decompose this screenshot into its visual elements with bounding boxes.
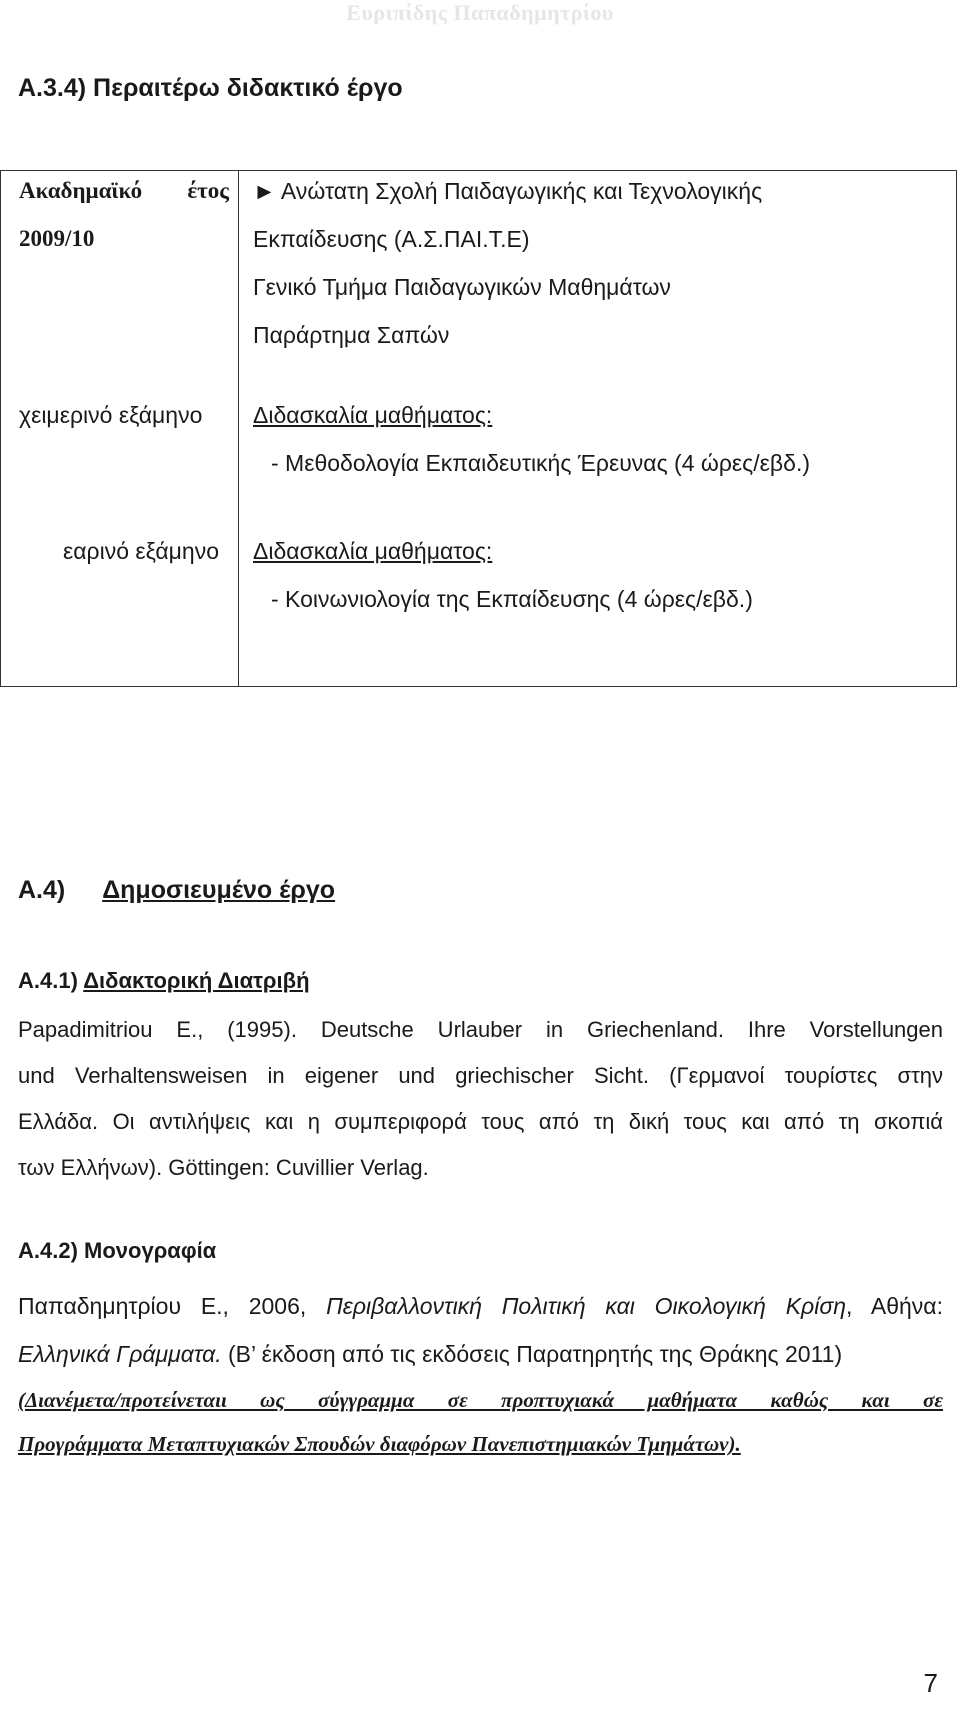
- triangle-bullet-icon: ►: [253, 178, 276, 204]
- section-a41-title: Διδακτορική Διατριβή: [83, 968, 310, 993]
- dissertation-line-3: Ελλάδα. Οι αντιλήψεις και η συμπεριφορά τους από τη δική τους και από τη σκοπιά: [18, 1109, 943, 1134]
- page-number: 7: [923, 1668, 938, 1698]
- monograph-line-2: [18, 1330, 943, 1378]
- monograph-title: Περιβαλλοντική Πολιτική και Οικολογική Κρίση: [326, 1293, 846, 1319]
- table-divider: [238, 171, 239, 686]
- section-a41-heading: [18, 968, 310, 994]
- section-a4-title: Δημοσιευμένο έργο: [102, 876, 336, 904]
- monograph-note-line-2: Προγράμματα Μεταπτυχιακών Σπουδών διαφόρων Πανεπιστημιακών Τμημάτων).: [18, 1432, 741, 1456]
- academic-label-b: έτος: [187, 178, 229, 203]
- monograph-line-1: [18, 1282, 943, 1330]
- section-a41-number: Α.4.1): [18, 968, 78, 993]
- section-a4-heading: [18, 876, 335, 905]
- spring-semester-label: εαρινό εξάμηνο: [63, 538, 219, 564]
- academic-year-value: 2009/10: [19, 226, 95, 251]
- winter-semester-label: χειμερινό εξάμηνο: [19, 402, 203, 428]
- dissertation-line-2: und Verhaltensweisen in eigener und griechischer Sicht. (Γερμανοί τουρίστες στην: [18, 1063, 943, 1088]
- monograph-author: Παπαδημητρίου Ε., 2006,: [18, 1293, 327, 1319]
- section-a4-number: Α.4): [18, 876, 66, 904]
- monograph-place: , Αθήνα:: [845, 1293, 943, 1319]
- monograph-publisher: Ελληνικά Γράμματα.: [18, 1341, 222, 1367]
- institution-line-2: Εκπαίδευσης (Α.Σ.ΠΑΙ.Τ.Ε): [253, 226, 530, 252]
- institution-name: Ανώτατη Σχολή Παιδαγωγικής και Τεχνολογικής: [280, 178, 763, 204]
- monograph-edition: (Β’ έκδοση από τις εκδόσεις Παρατηρητής της Θράκης 2011): [221, 1341, 843, 1367]
- dissertation-line-1: Papadimitriou E., (1995). Deutsche Urlauber in Griechenland. Ihre Vorstellungen: [18, 1017, 943, 1042]
- institution-line-1: [253, 167, 933, 215]
- academic-year-label: [19, 167, 229, 215]
- dissertation-line-4: των Ελλήνων). Göttingen: Cuvillier Verlag.: [18, 1155, 429, 1180]
- section-heading-a34: Α.3.4) Περαιτέρω διδακτικό έργο: [18, 74, 403, 102]
- header-watermark: Ευριπίδης Παπαδημητρίου: [346, 0, 614, 25]
- winter-course-item: - Μεθοδολογία Εκπαιδευτικής Έρευνας (4 ώρες/εβδ.): [271, 450, 810, 476]
- teaching-table: [0, 170, 957, 687]
- monograph-note-line-1: (Διανέμετα/προτείνεταιι ως σύγγραμμα σε προπτυχιακά μαθήματα καθώς και σε: [18, 1388, 943, 1412]
- spring-teaching-label: Διδασκαλία μαθήματος:: [253, 538, 493, 564]
- department-line: Γενικό Τμήμα Παιδαγωγικών Μαθημάτων: [253, 274, 671, 300]
- academic-label-a: Ακαδημαϊκό: [19, 178, 143, 203]
- winter-teaching-label: Διδασκαλία μαθήματος:: [253, 402, 493, 428]
- spring-course-item: - Κοινωνιολογία της Εκπαίδευσης (4 ώρες/εβδ.): [271, 586, 753, 612]
- section-a42-heading: Α.4.2) Μονογραφία: [18, 1238, 217, 1263]
- branch-line: Παράρτημα Σαπών: [253, 322, 450, 348]
